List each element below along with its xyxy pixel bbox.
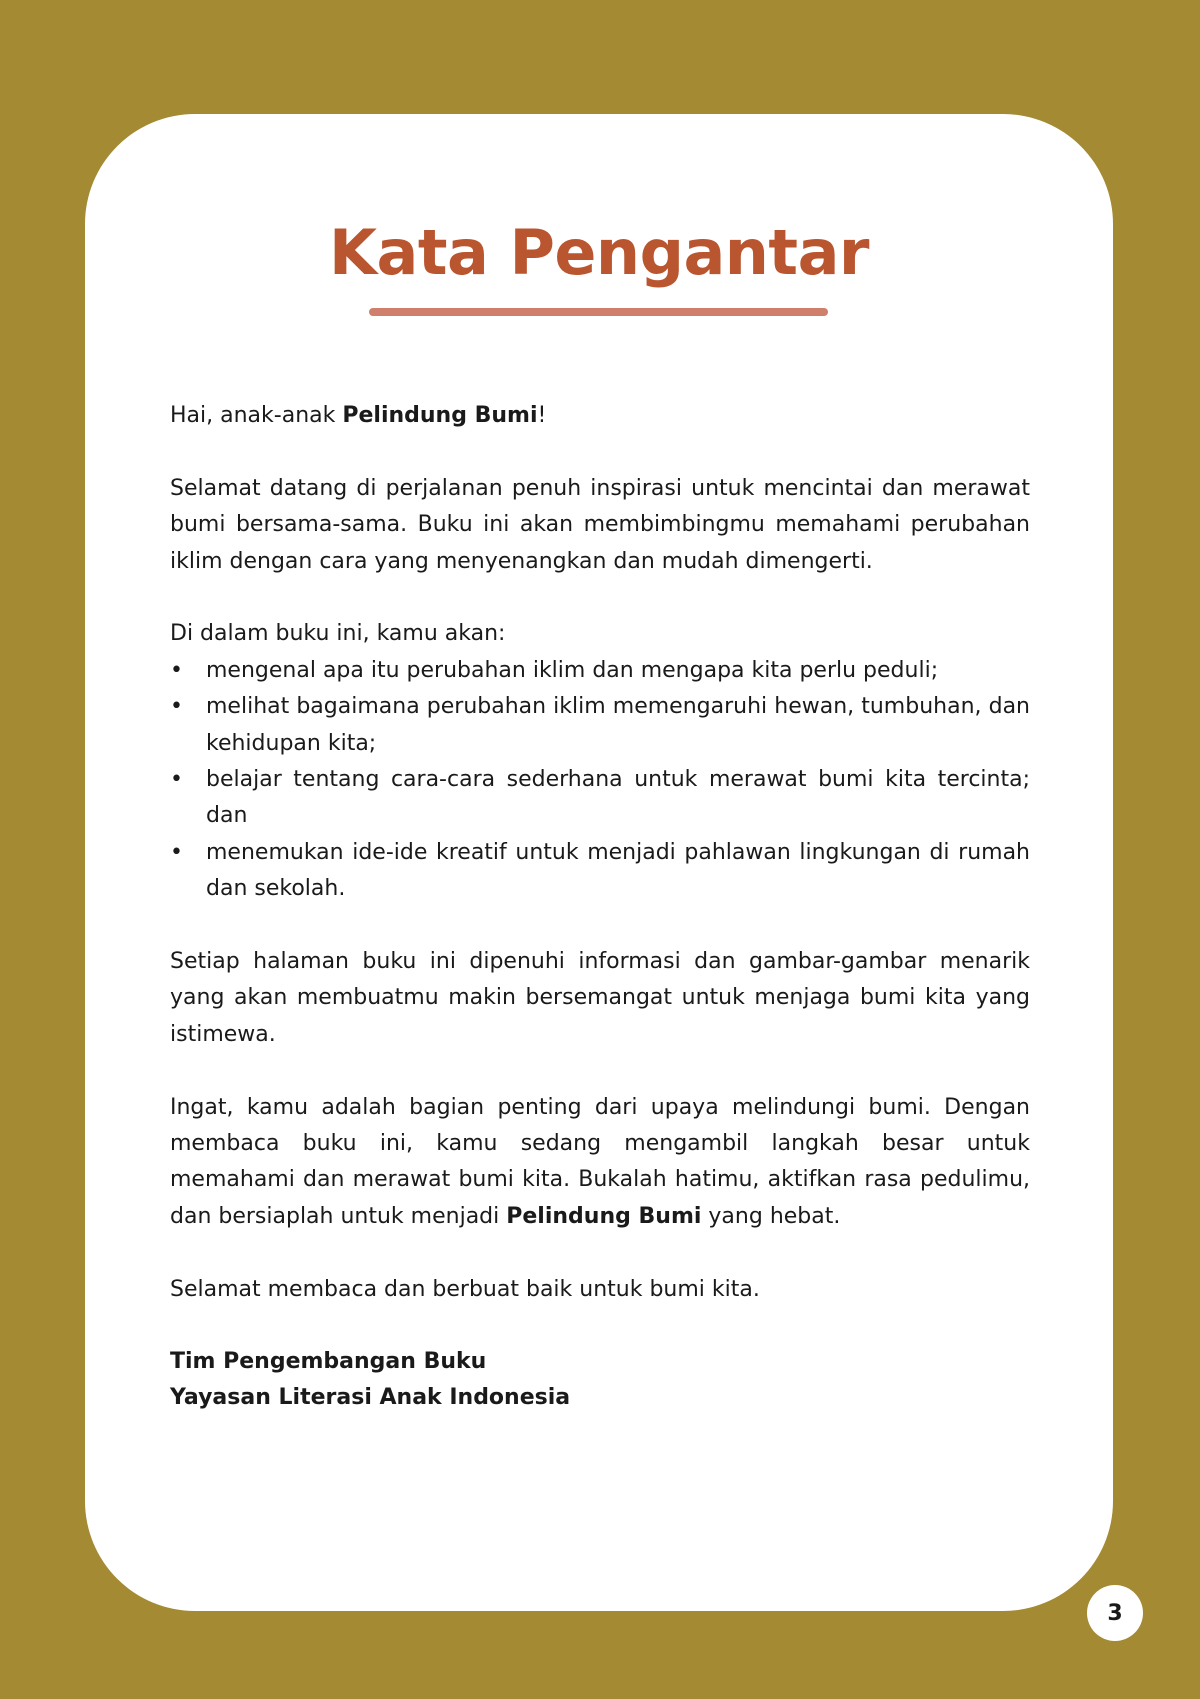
- paragraph-pages: Setiap halaman buku ini dipenuhi informasi dan gambar-gambar menarik yang akan membuatmu makin bersemangat untuk menjaga bumi kita yang istimewa.: [170, 949, 1030, 1047]
- list-item-text: menemukan ide-ide kreatif untuk menjadi pahlawan lingkungan di rumah dan sekolah.: [206, 839, 1030, 902]
- paragraph-intro: Selamat datang di perjalanan penuh inspirasi untuk mencintai dan merawat bumi bersama-sama. Buku ini akan membimbingmu memahami perubahan iklim dengan cara yang menyenangkan dan mudah dimengerti.: [170, 475, 1030, 574]
- greeting-prefix: Hai, anak-anak: [170, 403, 343, 428]
- greeting-suffix: !: [537, 403, 547, 428]
- bullet: •: [170, 694, 183, 720]
- reminder-suffix: yang hebat.: [701, 1203, 841, 1229]
- page-card: [85, 114, 1113, 1611]
- signature-organization: Yayasan Literasi Anak Indonesia: [170, 1385, 571, 1411]
- greeting-bold: Pelindung Bumi: [342, 403, 538, 428]
- reminder-text: Ingat, kamu adalah bagian penting dari upaya melindungi bumi. Dengan membaca buku ini, kamu sedang mengambil langkah besar untuk memahami dan merawat bumi kita. Bukalah hatimu, aktifkan rasa pedulimu, dan bersiaplah untuk menjadi: [170, 1094, 1030, 1229]
- paragraph-reminder: [170, 1090, 1030, 1236]
- reminder-bold: Pelindung Bumi: [506, 1203, 702, 1229]
- greeting: [170, 398, 1030, 434]
- list-intro: Di dalam buku ini, kamu akan:: [170, 621, 506, 647]
- feature-list: [170, 653, 1030, 908]
- signature-team: Tim Pengembangan Buku: [170, 1349, 487, 1374]
- list-item-text: belajar tentang cara-cara sederhana untuk merawat bumi kita tercinta; dan: [206, 767, 1030, 829]
- list-item: [170, 762, 1030, 835]
- page-number: 3: [1087, 1585, 1143, 1641]
- bullet: •: [170, 657, 183, 683]
- list-item: [170, 835, 1030, 908]
- list-item: [170, 689, 1030, 762]
- bullet: •: [170, 839, 183, 865]
- body-text: [170, 398, 1030, 1344]
- list-item: [170, 653, 1030, 689]
- page-title: Kata Pengantar: [329, 216, 869, 289]
- signature: [170, 1344, 570, 1417]
- list-item-text: melihat bagaimana perubahan iklim memengaruhi hewan, tumbuhan, dan kehidupan kita;: [206, 694, 1030, 756]
- list-item-text: mengenal apa itu perubahan iklim dan mengapa kita perlu peduli;: [206, 657, 939, 683]
- title-underline: [369, 308, 828, 316]
- closing-line: Selamat membaca dan berbuat baik untuk bumi kita.: [170, 1276, 760, 1302]
- bullet: •: [170, 767, 183, 793]
